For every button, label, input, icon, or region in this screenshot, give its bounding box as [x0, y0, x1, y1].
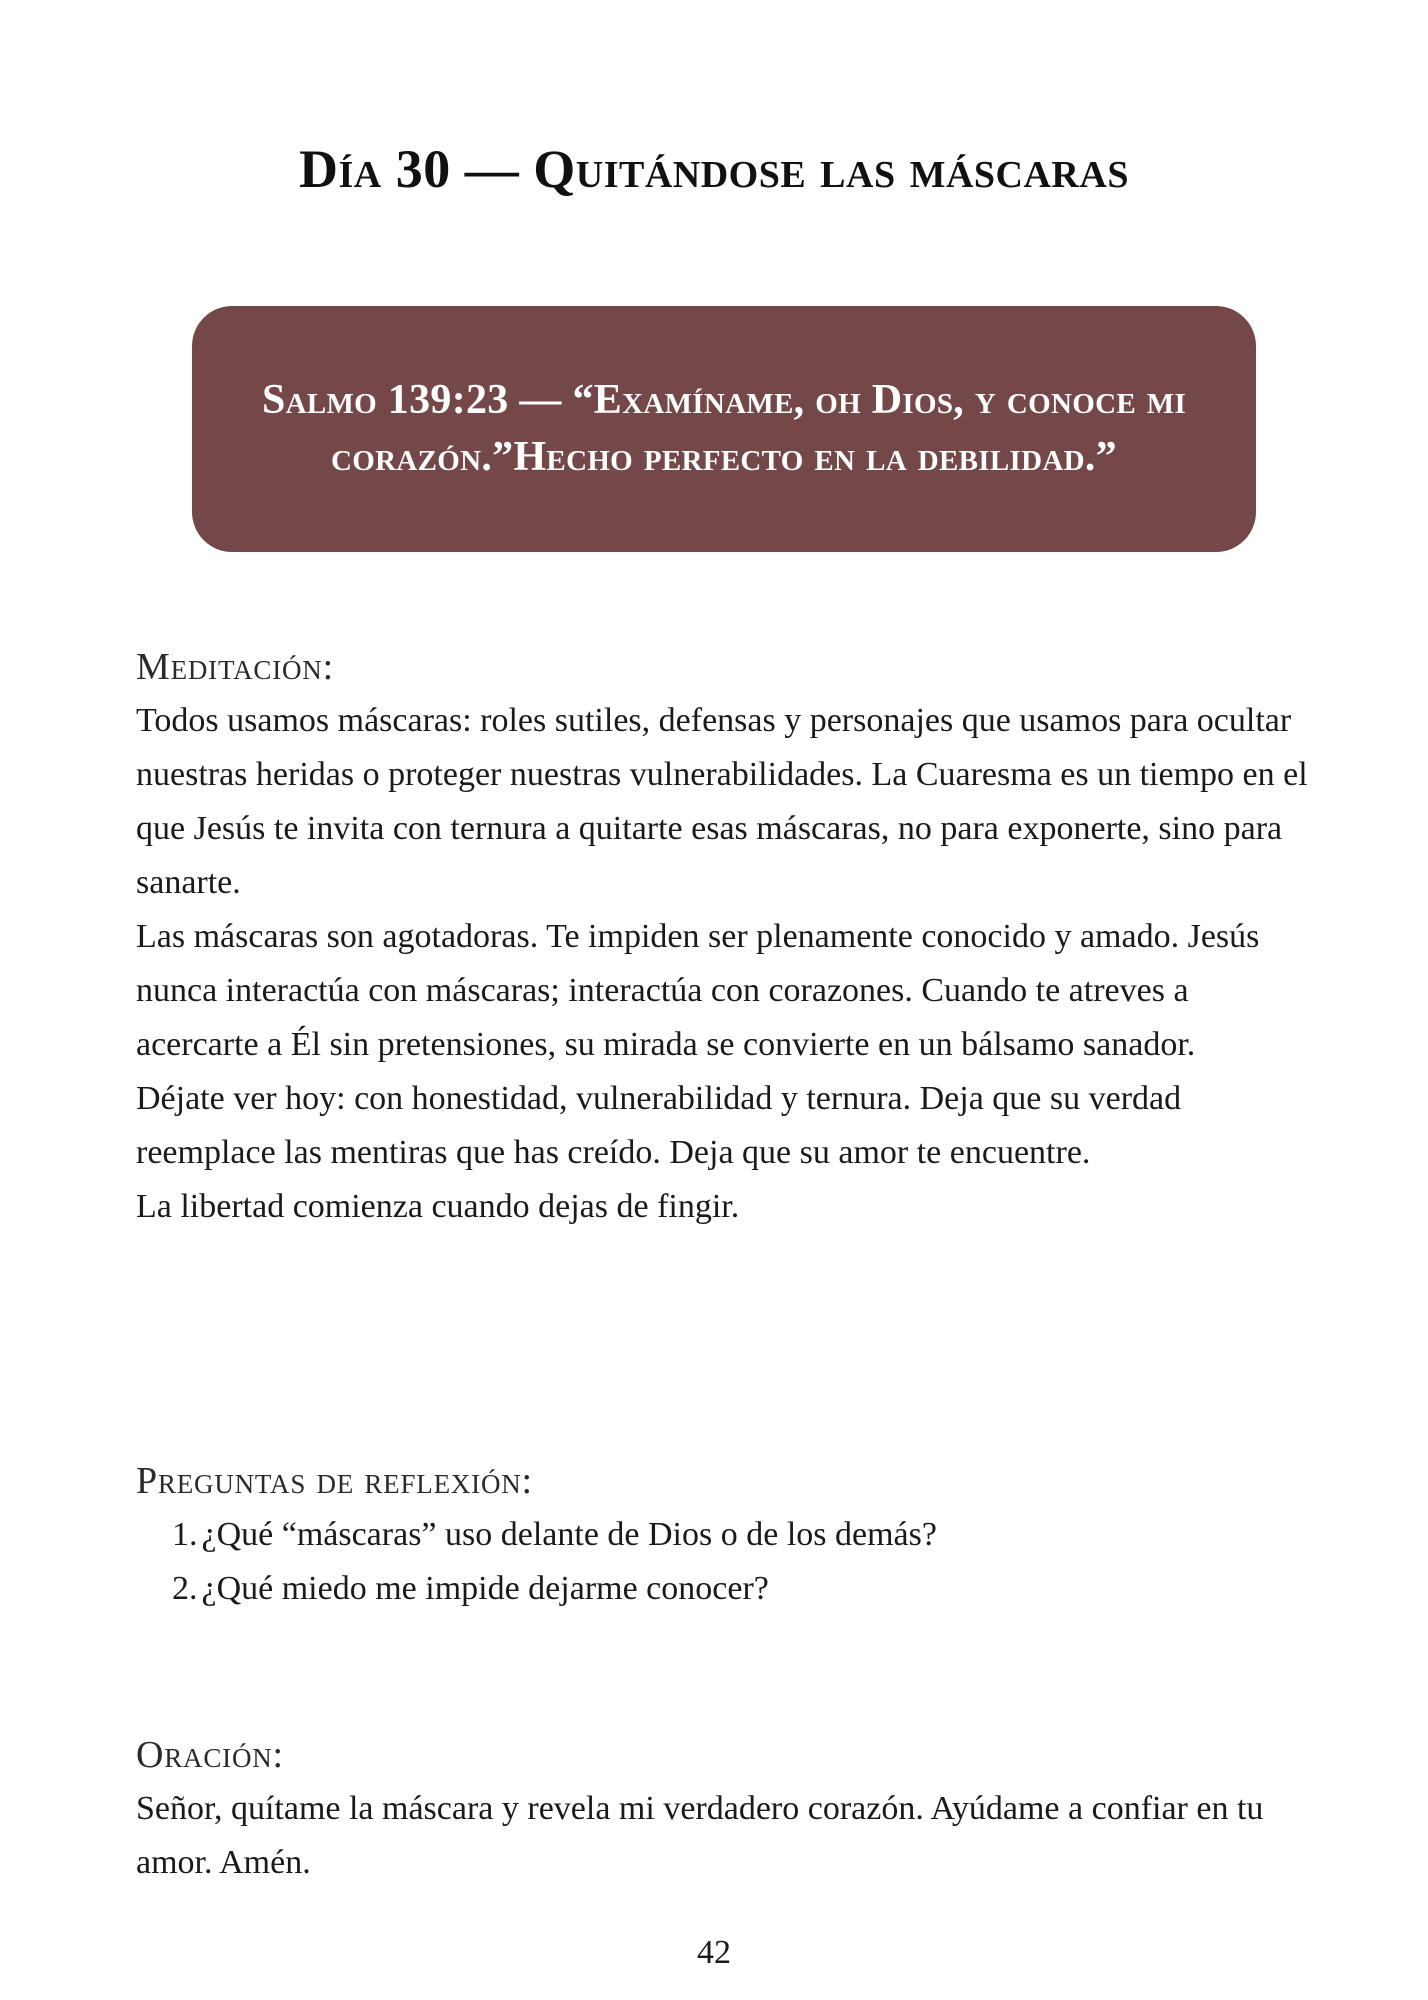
verse-callout-box	[192, 306, 1256, 552]
reflection-questions-section	[136, 1454, 1316, 1616]
question-number: 2.	[172, 1570, 198, 1607]
meditation-section	[136, 640, 1316, 1234]
question-number: 1.	[172, 1516, 198, 1553]
reflection-questions-heading: Preguntas de reflexión:	[136, 1460, 533, 1502]
question-item	[172, 1562, 1316, 1616]
question-item	[172, 1508, 1316, 1562]
prayer-heading: Oración:	[136, 1734, 284, 1776]
question-text: ¿Qué “máscaras” uso delante de Dios o de los demás?	[201, 1516, 937, 1553]
page-number: 42	[697, 1934, 731, 1971]
meditation-paragraph: Todos usamos máscaras: roles sutiles, defensas y personajes que usamos para ocultar nuestras heridas o proteger nuestras vulnerabilidades. La Cuaresma es un tiempo en el que Jesús te invita con ternura a quitarte esas máscaras, no para exponerte, sino para sanarte.	[136, 702, 1308, 901]
meditation-paragraph: Déjate ver hoy: con honestidad, vulnerabilidad y ternura. Deja que su verdad reemplace las mentiras que has creído. Deja que su amor te encuentre.	[136, 1080, 1182, 1171]
question-text: ¿Qué miedo me impide dejarme conocer?	[201, 1570, 769, 1607]
reflection-questions-list	[136, 1508, 1316, 1616]
meditation-heading: Meditación:	[136, 646, 334, 688]
page-title: Día 30 — Quitándose las máscaras	[299, 139, 1129, 199]
verse-text: Salmo 139:23 — “Examíname, oh Dios, y conoce mi corazón.”Hecho perfecto en la debilidad.”	[261, 377, 1187, 480]
meditation-paragraph: Las máscaras son agotadoras. Te impiden ser plenamente conocido y amado. Jesús nunca interactúa con máscaras; interactúa con corazones. Cuando te atreves a acercarte a Él sin pretensiones, su mirada se convierte en un bálsamo sanador.	[136, 918, 1260, 1063]
meditation-paragraph: La libertad comienza cuando dejas de fingir.	[136, 1188, 740, 1225]
prayer-section	[136, 1728, 1316, 1890]
prayer-text: Señor, quítame la máscara y revela mi verdadero corazón. Ayúdame a confiar en tu amor. Amén.	[136, 1790, 1264, 1881]
